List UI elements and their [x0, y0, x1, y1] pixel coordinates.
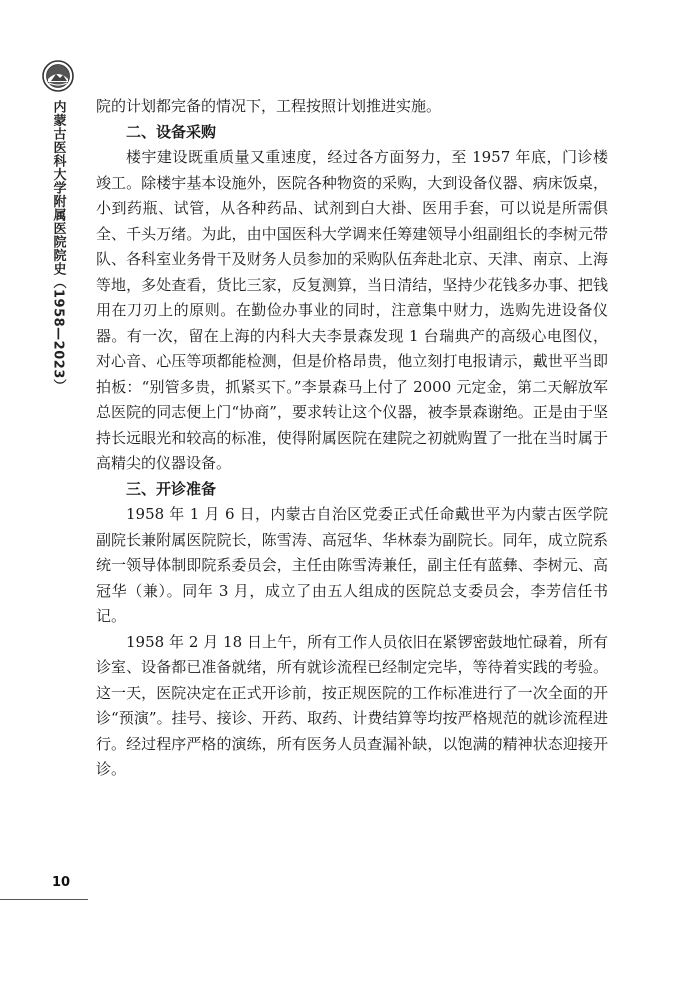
section-heading-opening-preparation: 三、开诊准备: [126, 479, 217, 498]
footer-divider: [0, 899, 88, 900]
running-title-sidebar: [41, 60, 75, 392]
page-body: [96, 94, 608, 783]
paragraph: 1958 年 1 月 6 日，内蒙古自治区党委正式任命戴世平为内蒙古医学院副院长兼附属医院院长，陈雪涛、高冠华、华林泰为副院长。同年，成立院系统一领导体制即院系委员会，主任由陈雪涛兼任，副主任有蓝彝、李树元、高冠华（兼）。同年 3 月，成立了由五人组成的医院总支委员会，李芳信任书记。: [96, 505, 608, 625]
paragraph: 院的计划都完备的情况下，工程按照计划推进实施。: [96, 97, 442, 115]
running-title: 内蒙古医科大学附属医院院史（1958—2023）: [50, 100, 66, 393]
paragraph: 1958 年 2 月 18 日上午，所有工作人员依旧在紧锣密鼓地忙碌着，所有诊室、设备都已准备就绪，所有就诊流程已经制定完毕，等待着实践的考验。这一天，医院决定在正式开诊前，按正规医院的工作标准进行了一次全面的开诊“预演”。挂号、接诊、开药、取药、计费结算等均按严格规范的就诊流程进行。经过程序严格的演练，所有医务人员查漏补缺，以饱满的精神状态迎接开诊。: [96, 632, 608, 778]
page-number: 10: [52, 875, 71, 890]
hospital-emblem-icon: [42, 60, 74, 92]
section-heading-equipment-purchase: 二、设备采购: [126, 122, 217, 141]
paragraph: 楼宇建设既重质量又重速度，经过各方面努力，至 1957 年底，门诊楼竣工。除楼宇基本设施外，医院各种物资的采购，大到设备仪器、病床饭桌，小到药瓶、试管，从各种药品、试剂到白大褂、医用手套，可以说是所需俱全、千头万绪。为此，由中国医科大学调来任筹建领导小组副组长的李树元带队、各科室业务骨干及财务人员参加的采购队伍奔赴北京、天津、南京、上海等地，多处查看，货比三家，反复测算，当日清结，坚持少花钱多办事、把钱用在刀刃上的原则。在勤俭办事业的同时，注意集中财力，选购先进设备仪器。有一次，留在上海的内科大夫李景森发现 1 台瑞典产的高级心电图仪，对心音、心压等项都能检测，但是价格昂贵，他立刻打电报请示，戴世平当即拍板：“别管多贵，抓紧买下。”李景森马上付了 2000 元定金，第二天解放军总医院的同志便上门“协商”，要求转让这个仪器，被李景森谢绝。正是由于坚持长远眼光和较高的标准，使得附属医院在建院之初就购置了一批在当时属于高精尖的仪器设备。: [96, 148, 608, 472]
